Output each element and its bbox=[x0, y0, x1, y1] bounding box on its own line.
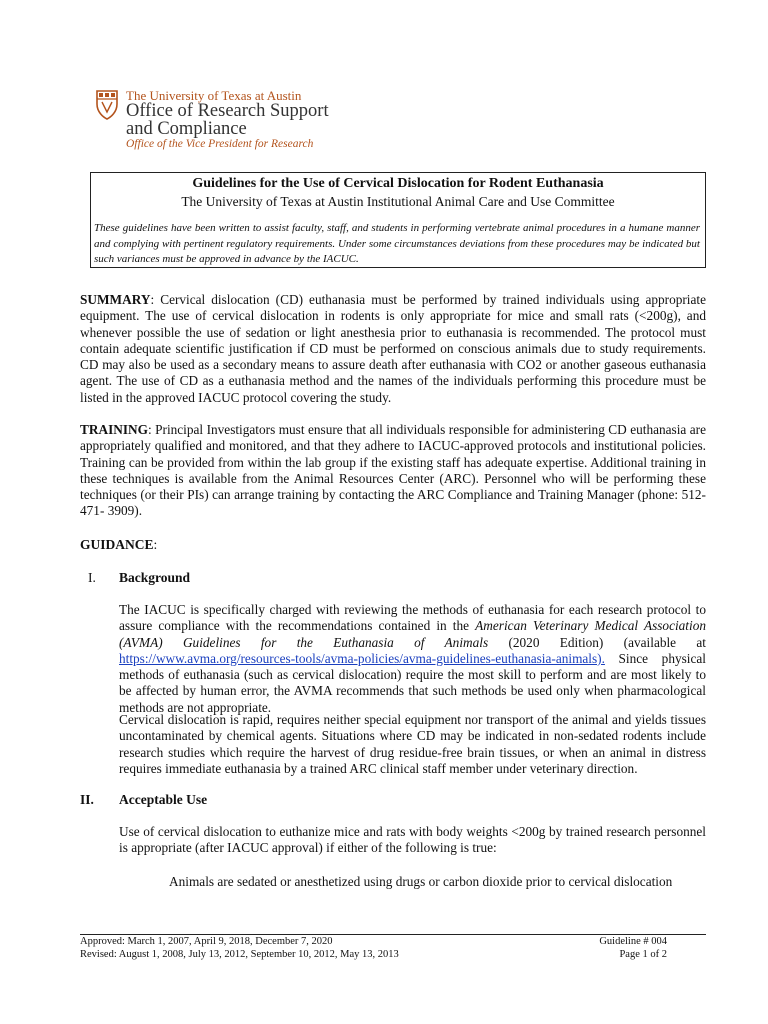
avma-link[interactable]: https://www.avma.org/resources-tools/avma-policies/avma-guidelines-euthanasia-animals). bbox=[119, 650, 605, 666]
footer-guideline-number: Guideline # 004 bbox=[599, 936, 667, 947]
summary-paragraph bbox=[80, 292, 706, 406]
summary-text: : Cervical dislocation (CD) euthanasia must be performed by trained individuals using appropriate equipment. The use of cervical dislocation in rodents is only appropriate for mice and small rats (<200g), and whenever possible the use of sedation or light anesthesia prior to euthanasia is recommended. The protocol must contain adequate scientific justification if CD must be performed on conscious animals due to study requirements. CD may also be used as a secondary means to assure death after euthanasia with CO2 or another gaseous euthanasia agent. The use of CD as a euthanasia method and the names of the individuals performing this procedure must be listed in the approved IACUC protocol covering the study. bbox=[80, 292, 706, 405]
training-label: TRAINING bbox=[80, 422, 148, 437]
intro-text: These guidelines have been written to assist faculty, staff, and students in performing vertebrate animal procedures in a humane manner and complying with pertinent regulatory requirements. Under some circumstances deviations from these procedures may be indicated but such variances must be approved in advance by the IACUC. bbox=[94, 222, 700, 265]
section-1-numeral: I. bbox=[88, 570, 96, 585]
acceptable-use-item-1: Animals are sedated or anesthetized using drugs or carbon dioxide prior to cervical dislocation bbox=[169, 874, 673, 889]
section-1-heading: Background bbox=[119, 570, 191, 585]
header-office-line2: and Compliance bbox=[126, 119, 247, 139]
background-paragraph-1: The IACUC is specifically charged with reviewing the methods of euthanasia for each research protocol to assure compliance with the recommendations contained in the American Veterinary Medical Association (AVMA) Guidelines for the Euthanasia of Animals (2020 Edition) (available at https://www.avma.org/resources-tools/avma-policies/avma-guidelines-euthanasia-animals). Since physical methods of euthanasia (such as cervical dislocation) require the most skill to perform and are most likely to be affected by human error, the AVMA recommends that such methods be used only when pharmacological methods are not appropriate. bbox=[119, 602, 706, 715]
header-office-line1: Office of Research Support bbox=[126, 101, 329, 121]
training-paragraph bbox=[80, 422, 706, 520]
ut-shield-icon bbox=[96, 90, 118, 120]
footer-revised: Revised: August 1, 2008, July 13, 2012, September 10, 2012, May 13, 2013 bbox=[80, 949, 399, 960]
document-title: Guidelines for the Use of Cervical Dislocation for Rodent Euthanasia bbox=[192, 176, 604, 191]
acceptable-use-paragraph: Use of cervical dislocation to euthanize mice and rats with body weights <200g by trained research personnel is appropriate (after IACUC approval) if either of the following is true: bbox=[119, 824, 706, 856]
section-2-numeral: II. bbox=[80, 792, 94, 807]
training-text: : Principal Investigators must ensure that all individuals responsible for administering CD euthanasia are appropriately qualified and monitored, and that they adhere to IACUC-approved protocols and institutional policies. Training can be provided from within the lab group if the existing staff has adequate expertise. Additional training in these techniques is available from the Animal Resources Center (ARC). Personnel who will be performing these techniques (or their PIs) can arrange training by contacting the ARC Compliance and Training Manager (phone: 512-471- 3909). bbox=[80, 422, 706, 519]
guidance-heading: GUIDANCE: bbox=[80, 537, 158, 552]
header-university: The University of Texas at Austin bbox=[126, 88, 302, 103]
footer-divider bbox=[80, 934, 706, 935]
background-paragraph-2: Cervical dislocation is rapid, requires neither special equipment nor transport of the animal and yields tissues uncontaminated by chemical agents. Situations where CD may be indicated in non-sedated rodents include research studies which require the harvest of drug residue-free brain tissues, or when an animal in distress requires immediate euthanasia by a trained ARC clinical staff member under veterinary direction. bbox=[119, 712, 706, 776]
ut-orsc-logo bbox=[96, 88, 356, 152]
header-vp-office: Office of the Vice President for Research bbox=[126, 138, 314, 150]
document-subtitle: The University of Texas at Austin Institutional Animal Care and Use Committee bbox=[181, 194, 615, 209]
footer-page-number: Page 1 of 2 bbox=[619, 949, 667, 960]
avma-guidelines-title: American Veterinary Medical Association (AVMA) Guidelines for the Euthanasia of Animals bbox=[119, 618, 706, 650]
footer-approved: Approved: March 1, 2007, April 9, 2018, December 7, 2020 bbox=[80, 936, 333, 947]
summary-label: SUMMARY bbox=[80, 292, 151, 307]
section-2-heading: Acceptable Use bbox=[119, 792, 208, 807]
title-box bbox=[90, 172, 706, 268]
